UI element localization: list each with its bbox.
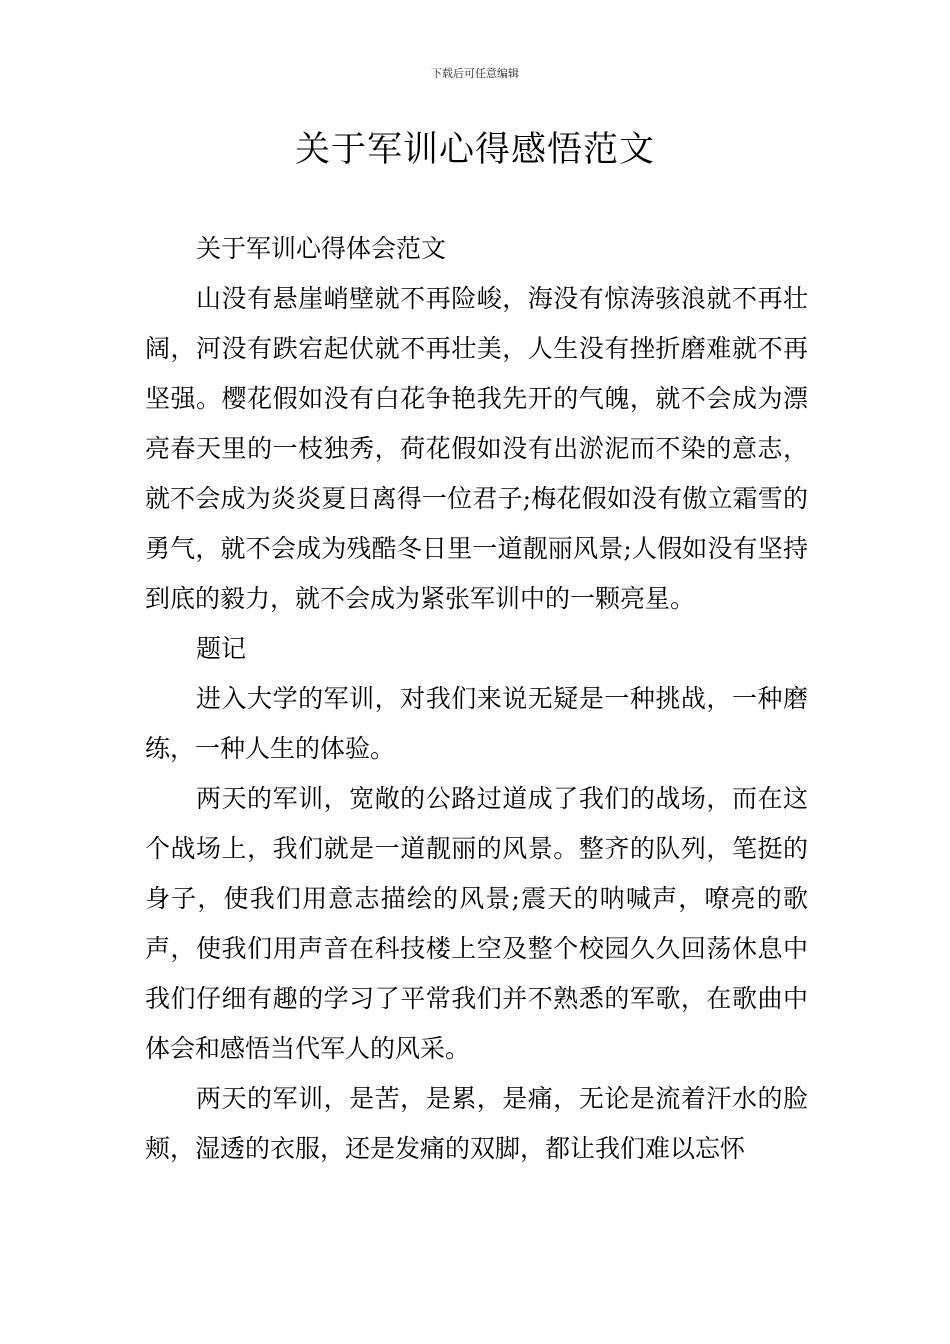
header-note: 下载后可任意编辑: [431, 67, 519, 80]
document-title: 关于军训心得感悟范文: [294, 130, 655, 170]
paragraph-epigraph-label: 题记: [196, 634, 247, 663]
paragraph: 两天的军训，宽敞的公路过道成了我们的战场，而在这个战场上，我们就是一道靓丽的风景。整齐的队列，笔挺的身子，使我们用意志描绘的风景;震天的呐喊声，嘹亮的歌声，使我们用声音在科技楼上空及整个校园久久回荡休息中我们仔细有趣的学习了平常我们并不熟悉的军歌，在歌曲中体会和感悟当代军人的风采。: [145, 784, 808, 1063]
paragraph-subtitle: 关于军训心得体会范文: [196, 234, 447, 263]
paragraph: 山没有悬崖峭壁就不再险峻，海没有惊涛骇浪就不再壮阔，河没有跌宕起伏就不再壮美，人生没有挫折磨难就不再坚强。樱花假如没有白花争艳我先开的气魄，就不会成为漂亮春天里的一枝独秀，荷花假如没有出淤泥而不染的意志，就不会成为炎炎夏日离得一位君子;梅花假如没有傲立霜雪的勇气，就不会成为残酷冬日里一道靓丽风景;人假如没有坚持到底的毅力，就不会成为紧张军训中的一颗亮星。: [145, 284, 808, 613]
paragraph: 两天的军训，是苦，是累，是痛，无论是流着汗水的脸颊，湿透的衣服，还是发痛的双脚，都让我们难以忘怀: [145, 1084, 808, 1163]
document-body: [145, 224, 808, 1174]
paragraph: 进入大学的军训，对我们来说无疑是一种挑战，一种磨练，一种人生的体验。: [145, 684, 808, 763]
